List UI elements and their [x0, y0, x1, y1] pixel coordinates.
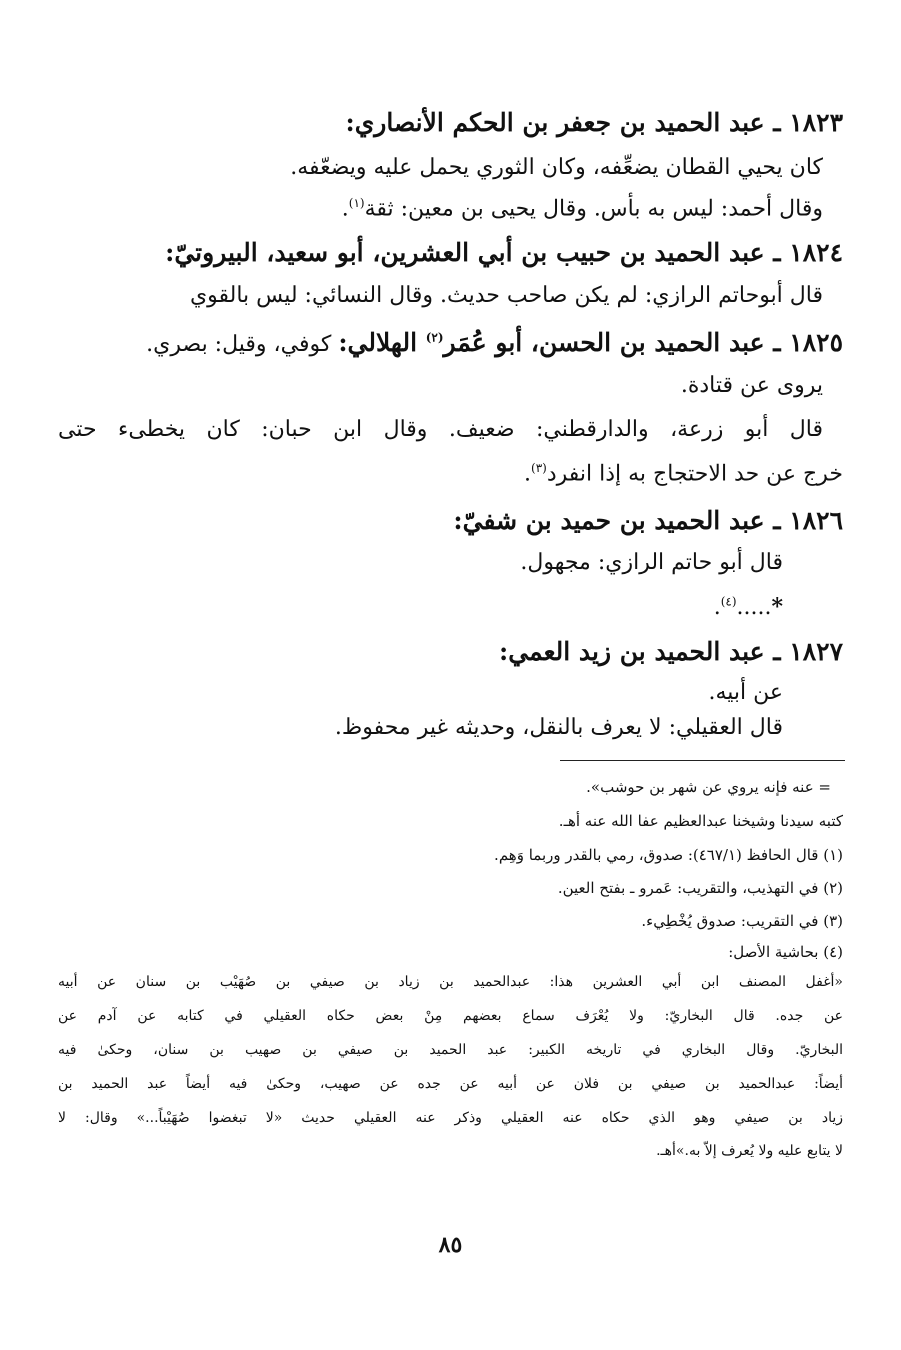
entry-1824-number: ١٨٢٤ [789, 238, 843, 267]
footnote-separator [560, 760, 845, 761]
entry-1823-line-1: كان يحيي القطان يضعِّفه، وكان الثوري يحمل عليه ويضعّفه. [290, 155, 823, 180]
footnote-1: (١) قال الحافظ (٤٦٧/١): صدوق، رمي بالقدر وربما وَهِم. [494, 846, 843, 864]
footnote-4-line-2: عن جده. قال البخاريّ: ولا يُعْرَف سماع بعضهم مِنْ بعض حكاه العقيلي في كتابه عن آدم عن [58, 1008, 843, 1024]
entry-1825-origin: كوفي، وقيل: بصري. [146, 332, 339, 357]
entry-1826-title: ـ عبد الحميد بن حميد بن شفيّ: [453, 506, 790, 535]
page-number: ٨٥ [438, 1232, 463, 1258]
footnote-ref-1: (١) [348, 196, 365, 210]
entry-1824-heading [52, 238, 843, 267]
entry-1825-number: ١٨٢٥ [789, 328, 843, 357]
entry-1824-line-1: قال أبوحاتم الرازي: لم يكن صاحب حديث. وقال النسائي: ليس بالقوي [189, 283, 823, 308]
entry-1826-line-2: *.....$^{(٤)}$. [713, 594, 783, 620]
entry-1825-title: ـ عبد الحميد بن الحسن، أبو عُمَر [443, 328, 790, 357]
footnote-4-heading: (٤) بحاشية الأصل: [728, 943, 843, 961]
footnote-2: (٢) في التهذيب، والتقريب: عَمرو ـ بفتح العين. [557, 879, 843, 897]
footnote-4-line-3: البخاريّ. وقال البخاري في تاريخه الكبير: عبد الحميد بن صيفي بن صهيب بن سنان، وحكىٰ فيه [58, 1042, 843, 1058]
footnote-ref-3: (٣) [531, 461, 547, 475]
entry-1825-line-2: قال أبو زرعة، والدارقطني: ضعيف. وقال ابن حبان: كان يخطىء حتى [58, 417, 823, 442]
entry-1826-line-1: قال أبو حاتم الرازي: مجهول. [520, 550, 783, 575]
footnote-continuation-2: كتبه سيدنا وشيخنا عبدالعظيم عفا الله عنه أهـ. [558, 812, 843, 830]
entry-1825-line-3: خرج عن حد الاحتجاج به إذا انفرد$^{(٣)}$. [524, 461, 843, 487]
footnote-4-line-6: لا يتابع عليه ولا يُعرف إلاّ به.»أهـ. [656, 1143, 843, 1159]
entry-1827-heading [52, 637, 843, 666]
footnote-4-line-5: زياد بن صيفي وهو الذي حكاه عنه العقيلي وذكر عنه العقيلي حديث «لا تبغضوا صُهَيْباً...» وقال: لا [58, 1110, 843, 1126]
entry-1827-line-2: قال العقيلي: لا يعرف بالنقل، وحديثه غير محفوظ. [334, 715, 783, 740]
entry-1825-heading: ١٨٢٥ ـ عبد الحميد بن الحسن، أبو عُمَر$^{(٢)}$ الهلالي: كوفي، وقيل: بصري. [146, 328, 843, 357]
entry-1823-title: ـ عبد الحميد بن جعفر بن الحكم الأنصاري: [345, 108, 790, 137]
footnote-ref-2: (٢) [425, 330, 444, 345]
entry-1823-heading [52, 108, 843, 137]
entry-1823-number: ١٨٢٣ [789, 108, 843, 137]
footnote-ref-4: (٤) [720, 594, 737, 609]
footnote-4-line-4: أيضاً: عبدالحميد بن صيفي بن فلان عن أبيه عن جده عن صهيب، وحكىٰ فيه أيضاً عبد الحميد بن [58, 1076, 843, 1092]
entry-1826-number: ١٨٢٦ [789, 506, 843, 535]
entry-1824-title: ـ عبد الحميد بن حبيب بن أبي العشرين، أبو سعيد، البيروتيّ: [165, 238, 790, 267]
footnote-3: (٣) في التقريب: صدوق يُخْطِيء. [641, 912, 843, 930]
entry-1823-line-2: وقال أحمد: ليس به بأس. وقال يحيى بن معين: ثقة$^{(١)}$. [341, 196, 823, 222]
entry-1827-title: ـ عبد الحميد بن زيد العمي: [499, 637, 790, 666]
entry-1826-heading [52, 506, 843, 535]
entry-1827-number: ١٨٢٧ [789, 637, 843, 666]
footnote-4-line-1: «أغفل المصنف ابن أبي العشرين هذا: عبدالحميد بن زياد بن صيفي بن صُهَيْب بن سنان عن أبيه [58, 974, 843, 990]
entry-1827-line-1: عن أبيه. [708, 680, 783, 705]
asterisk-mark: * [771, 594, 783, 620]
entry-1825-line-1: يروى عن قتادة. [680, 373, 823, 398]
footnote-continuation-1: = عنه فإنه يروي عن شهر بن حوشب». [586, 778, 831, 796]
